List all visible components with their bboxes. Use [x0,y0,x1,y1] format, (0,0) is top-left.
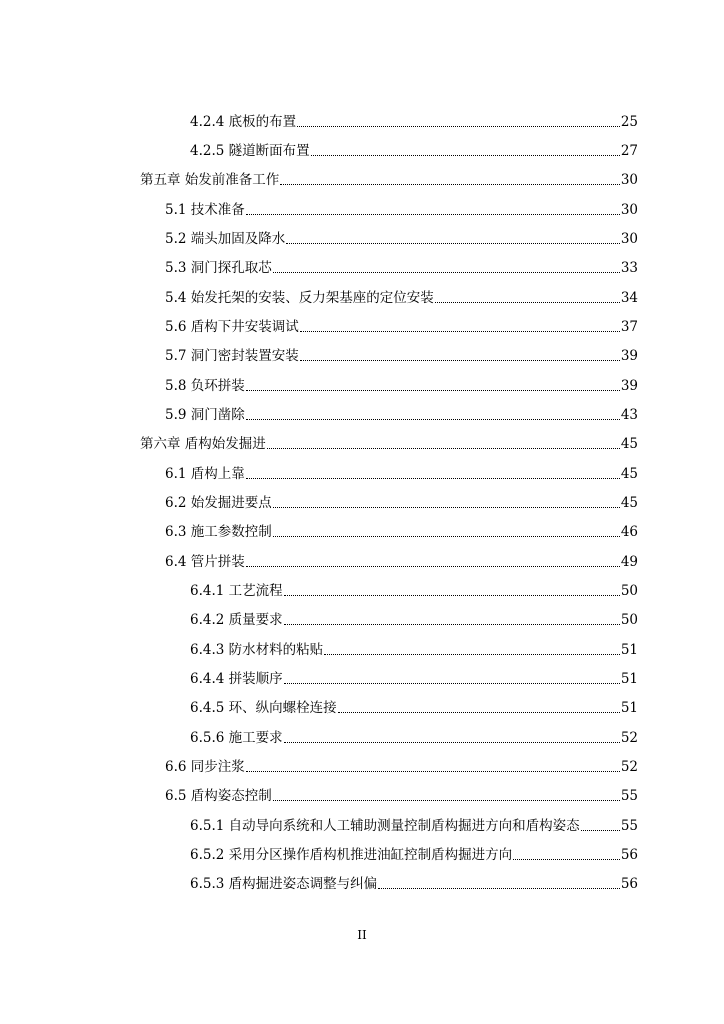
toc-entry-title: 6.1 盾构上靠 [165,466,245,482]
toc-entry-4-2-4[interactable] [190,112,638,132]
toc-entry-title: 5.3 洞门探孔取芯 [165,260,272,276]
toc-leader-dots [284,742,620,743]
toc-entry-5-6[interactable] [165,317,638,337]
toc-entry-title: 6.3 施工参数控制 [165,524,272,540]
toc-entry-6-4-2[interactable] [190,610,638,630]
toc-leader-dots [273,507,620,508]
toc-leader-dots [581,830,620,831]
toc-leader-dots [246,771,620,772]
toc-entry-title: 4.2.4 底板的布置 [190,114,297,130]
toc-entry-title: 4.2.5 隧道断面布置 [190,143,310,159]
toc-entry-title: 5.2 端头加固及降水 [165,231,286,247]
toc-leader-dots [378,888,620,889]
toc-leader-dots [267,448,620,449]
toc-entry-title: 6.4 管片拼装 [165,554,245,570]
toc-entry-page: 27 [620,143,638,159]
toc-entry-title: 6.2 始发掘进要点 [165,495,272,511]
toc-entry-chapter-5[interactable] [140,170,638,190]
toc-entry-6-4-1[interactable] [190,581,638,601]
toc-entry-page: 50 [620,583,638,599]
toc-leader-dots [246,390,620,391]
toc-entry-page: 50 [620,612,638,628]
toc-leader-dots [311,155,620,156]
toc-entry-page: 30 [620,202,638,218]
toc-entry-title: 6.5 盾构姿态控制 [165,788,272,804]
toc-entry-4-2-5[interactable] [190,141,638,161]
toc-entry-6-4-5[interactable] [190,698,638,718]
toc-entry-title: 第五章 始发前准备工作 [140,172,280,188]
toc-entry-5-8[interactable] [165,376,638,396]
toc-entry-page: 30 [620,172,638,188]
toc-leader-dots [246,214,620,215]
toc-entry-5-3[interactable] [165,258,638,278]
toc-leader-dots [297,126,620,127]
toc-entry-5-4[interactable] [165,288,638,308]
toc-leader-dots [286,243,620,244]
toc-leader-dots [338,712,620,713]
toc-entry-page: 43 [620,407,638,423]
toc-leader-dots [246,419,620,420]
toc-entry-page: 55 [620,788,638,804]
toc-entry-6-1[interactable] [165,464,638,484]
toc-entry-page: 25 [620,114,638,130]
toc-entry-page: 45 [620,495,638,511]
toc-entry-page: 52 [620,759,638,775]
toc-entry-title: 第六章 盾构始发掘进 [140,436,266,452]
toc-entry-title: 5.1 技术准备 [165,202,245,218]
toc-leader-dots [246,478,620,479]
toc-entry-page: 37 [620,319,638,335]
toc-entry-page: 39 [620,378,638,394]
toc-leader-dots [273,800,620,801]
toc-entry-title: 6.4.5 环、纵向螺栓连接 [190,700,337,716]
toc-entry-5-7[interactable] [165,346,638,366]
toc-entry-title: 5.6 盾构下井安装调试 [165,319,299,335]
toc-entry-page: 56 [620,847,638,863]
toc-leader-dots [273,536,620,537]
toc-entry-page: 45 [620,436,638,452]
toc-entry-title: 6.4.1 工艺流程 [190,583,283,599]
toc-entry-title: 5.8 负环拼装 [165,378,245,394]
toc-entry-6-3[interactable] [165,522,638,542]
toc-entry-page: 39 [620,348,638,364]
toc-entry-title: 6.4.2 质量要求 [190,612,283,628]
toc-entry-title: 5.7 洞门密封装置安装 [165,348,299,364]
toc-entry-title: 6.5.1 自动导向系统和人工辅助测量控制盾构掘进方向和盾构姿态 [190,818,580,834]
toc-leader-dots [273,272,620,273]
toc-entry-title: 5.4 始发托架的安装、反力架基座的定位安装 [165,290,434,306]
toc-entry-6-5[interactable] [165,786,638,806]
toc-entry-6-5-3[interactable] [190,874,638,894]
toc-entry-title: 6.6 同步注浆 [165,759,245,775]
toc-entry-title: 5.9 洞门凿除 [165,407,245,423]
toc-leader-dots [246,566,620,567]
toc-entry-6-4-3[interactable] [190,640,638,660]
toc-entry-6-5-6[interactable] [190,728,638,748]
toc-entry-page: 30 [620,231,638,247]
toc-entry-title: 6.5.6 施工要求 [190,730,283,746]
toc-entry-5-9[interactable] [165,405,638,425]
toc-leader-dots [284,595,620,596]
toc-entry-6-4[interactable] [165,552,638,572]
toc-entry-6-5-1[interactable] [190,816,638,836]
toc-leader-dots [300,331,620,332]
toc-entry-page: 34 [620,290,638,306]
toc-leader-dots [280,184,620,185]
toc-entry-page: 51 [620,642,638,658]
toc-entry-title: 6.4.4 拼装顺序 [190,671,283,687]
toc-entry-page: 46 [620,524,638,540]
toc-entry-title: 6.5.3 盾构掘进姿态调整与纠偏 [190,876,378,892]
toc-entry-chapter-6[interactable] [140,434,638,454]
toc-entry-page: 49 [620,554,638,570]
toc-entry-page: 51 [620,700,638,716]
toc-entry-title: 6.4.3 防水材料的粘贴 [190,642,324,658]
toc-leader-dots [300,360,620,361]
toc-entry-page: 56 [620,876,638,892]
toc-entry-page: 55 [620,818,638,834]
toc-entry-5-2[interactable] [165,229,638,249]
toc-leader-dots [324,654,620,655]
toc-entry-page: 33 [620,260,638,276]
toc-entry-title: 6.5.2 采用分区操作盾构机推进油缸控制盾构掘进方向 [190,847,513,863]
toc-entry-6-6[interactable] [165,757,638,777]
toc-entry-page: 51 [620,671,638,687]
toc-entry-6-5-2[interactable] [190,845,638,865]
toc-leader-dots [435,302,620,303]
toc-leader-dots [284,683,620,684]
toc-leader-dots [513,859,620,860]
toc-entry-page: 45 [620,466,638,482]
toc-leader-dots [284,624,620,625]
page-number: II [357,928,367,942]
toc-entry-6-2[interactable] [165,493,638,513]
toc-entry-6-4-4[interactable] [190,669,638,689]
toc-entry-page: 52 [620,730,638,746]
toc-entry-5-1[interactable] [165,200,638,220]
